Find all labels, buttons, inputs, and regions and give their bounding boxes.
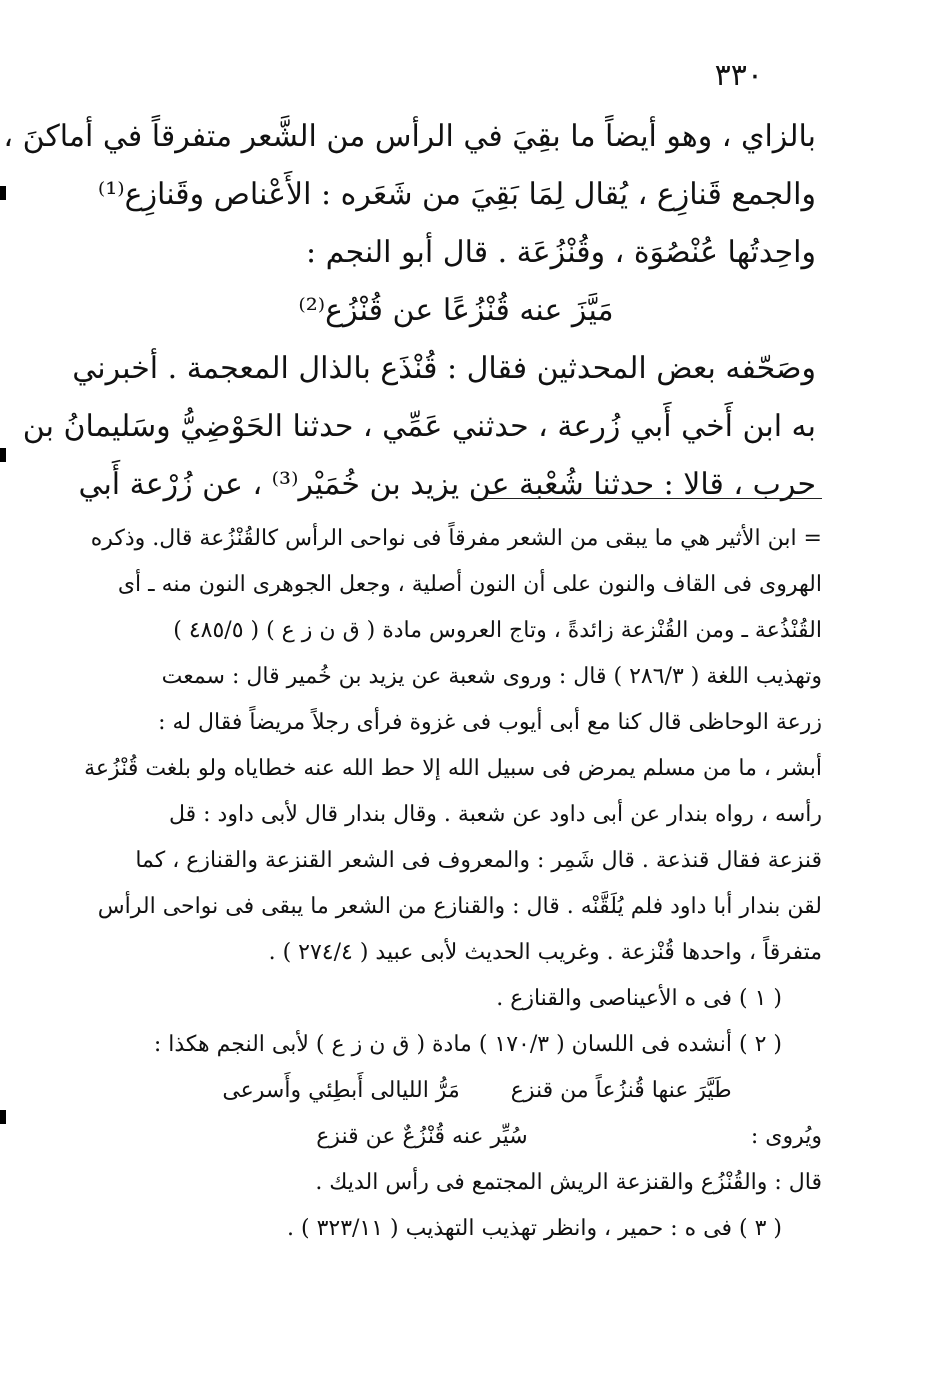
- footnote-continuation-line: زرعة الوحاظى قال كنا مع أبى أيوب فى غزوة فرأى رجلاً مريضاً فقال له :: [158, 710, 822, 735]
- footnote-continuation-line: متفرقاً ، واحدها قُنْزعة . وغريب الحديث لأبى عبيد ( ٢٧٤/٤ ) .: [268, 940, 822, 965]
- variant-verse: سُيِّر عنه قُنْزُعٌ عن قنزع: [316, 1124, 528, 1149]
- footnote-continuation-line: وتهذيب اللغة ( ٢٨٦/٣ ) قال : وروى شعبة عن يزيد بن خُمير قال : سمعت: [161, 664, 822, 689]
- footnote-continuation-line: لقن بندار أبا داود فلم يُلَقَّنْه . قال : والقنازع من الشعر ما يبقى فى نواحى الرأس: [97, 894, 822, 919]
- footnote-1: ( ١ ) فى ه الأعيناصى والقنازع .: [496, 986, 782, 1011]
- main-text-block: [3, 108, 816, 514]
- page-number: ٣٣٠: [714, 58, 763, 93]
- footnotes-block: [84, 516, 822, 1252]
- main-text-line: حرب ، قالا : حدثنا شُعْبة عن يزيد بن خُمَيْر⁽³⁾ ، عن زُرْعة أَبي: [78, 467, 816, 502]
- main-text-line: به ابن أَخي أَبي زُرعة ، حدثني عَمِّي ، حدثنا الحَوْضِيُّ وسَليمانُ بن: [22, 409, 816, 444]
- margin-scan-mark: [0, 186, 6, 200]
- footnote-continuation-line: رأسه ، رواه بندار عن أبى داود عن شعبة . وقال بندار قال لأبى داود : قل: [168, 802, 822, 827]
- variant-label: ويُروى :: [750, 1124, 822, 1149]
- footnote-divider: [476, 498, 822, 499]
- verse-first-hemistich: طَيَّرَ عنها قُنزُعاً من قنزع: [510, 1078, 732, 1103]
- poetry-verse-line: مَيَّزَ عنه قُنْزُعًا عن قُنْزُع⁽²⁾: [298, 293, 614, 328]
- main-text-line: واحِدتُها عُنْصُوَة ، وقُنْزُعَة . قال أبو النجم :: [306, 235, 816, 270]
- footnote-continuation-line: = ابن الأثير هي ما يبقى من الشعر مفرقاً فى نواحى الرأس كالقُنْزُعة قال. وذكره: [90, 526, 822, 551]
- footnote-continuation-line: قنزعة فقال قنذعة . قال شَمِر : والمعروف فى الشعر القنزعة والقنازع ، كما: [135, 848, 822, 873]
- margin-scan-mark: [0, 448, 6, 462]
- footnote-continuation-line: أبشر ، ما من مسلم يمرض فى سبيل الله إلا حط الله عنه خطاياه ولو بلغت قُنْزُعة: [84, 756, 822, 781]
- margin-scan-mark: [0, 1110, 6, 1124]
- main-text-line: وصَحّفه بعض المحدثين فقال : قُنْذَع بالذال المعجمة . أخبرني: [72, 351, 816, 386]
- footnote-2-verse: [92, 1068, 822, 1114]
- footnote-continuation-line: القُنْذُعة ـ ومن القُنْزعة زائدةً ، وتاج العروس مادة ( ق ن ز ع ) ( ٤٨٥/٥ ): [173, 618, 822, 643]
- footnote-2: ( ٢ ) أنشده فى اللسان ( ١٧٠/٣ ) مادة ( ق ن ز ع ) لأبى النجم هكذا :: [153, 1032, 782, 1057]
- footnote-3: ( ٣ ) فى ه : حمير ، وانظر تهذيب التهذيب ( ٣٢٣/١١ ) .: [287, 1216, 782, 1241]
- verse-second-hemistich: مَرُّ الليالى أَبطِئي وأَسرعى: [222, 1078, 460, 1103]
- main-text-line: والجمع قَنازِع ، يُقال لِمَا بَقِيَ من شَعَره : الأَعْناص وقَنازِع⁽¹⁾: [97, 177, 816, 212]
- footnote-2-explanation: قال : والقُنْزُع والقنزعة الريش المجتمع فى رأس الديك .: [315, 1170, 822, 1195]
- footnote-continuation-line: الهروى فى القاف والنون على أن النون أصلية ، وجعل الجوهرى النون منه ـ أى: [117, 572, 822, 597]
- footnote-2-variant: [92, 1114, 822, 1160]
- main-text-line: بالزاي ، وهو أيضاً ما بقِيَ في الرأس من الشَّعر متفرقاً في أماكنَ ،: [3, 119, 816, 154]
